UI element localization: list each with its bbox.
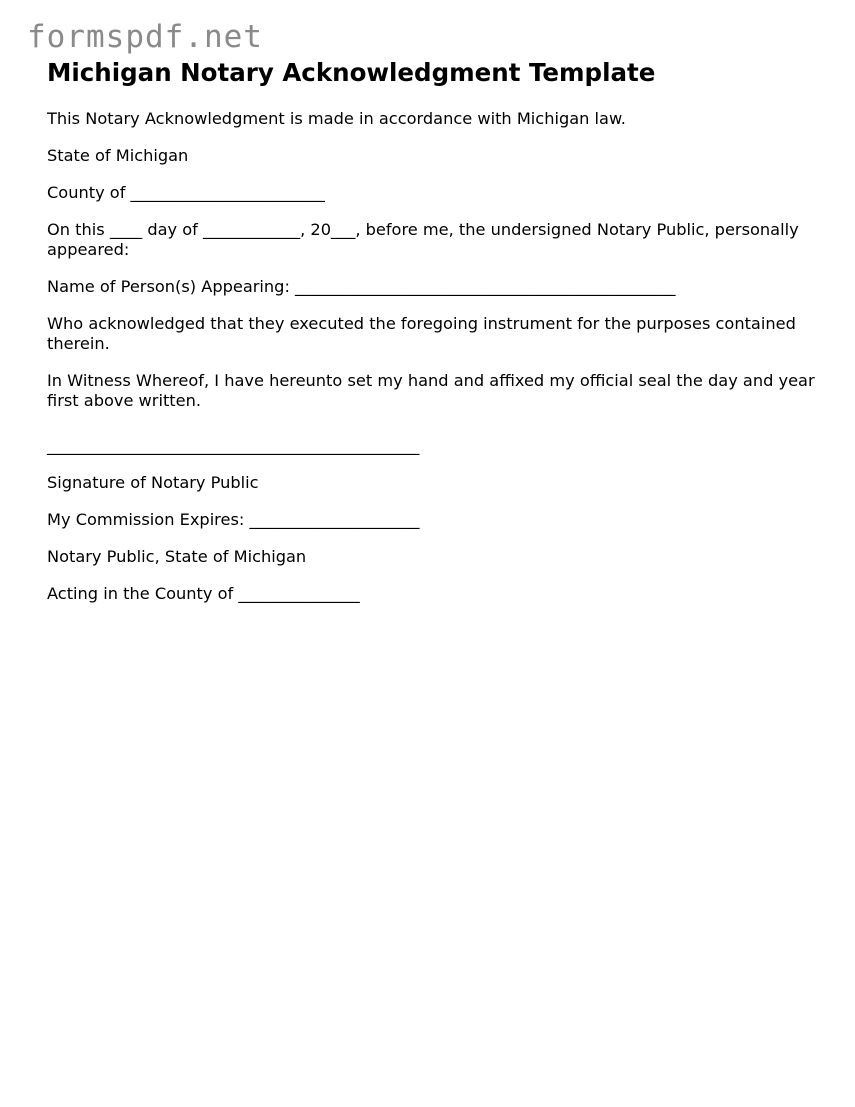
signature-line: ______________________________________________ xyxy=(47,436,420,455)
persons-appearing-field: Name of Person(s) Appearing: _______________________________________________ xyxy=(47,277,676,296)
signature-label: Signature of Notary Public xyxy=(47,473,259,492)
intro-paragraph: This Notary Acknowledgment is made in accordance with Michigan law. xyxy=(47,109,626,128)
state-line: State of Michigan xyxy=(47,146,189,165)
watermark-logo: formspdf.net xyxy=(27,19,263,55)
date-appearance-paragraph: On this ____ day of ____________, 20___, before me, the undersigned Notary Public, personally appeared: xyxy=(47,220,799,259)
county-field: County of ________________________ xyxy=(47,183,325,202)
document-body xyxy=(47,109,817,621)
witness-paragraph: In Witness Whereof, I have hereunto set my hand and affixed my official seal the day and year first above written. xyxy=(47,371,815,410)
document-title: Michigan Notary Acknowledgment Template xyxy=(47,58,656,87)
acknowledgment-paragraph: Who acknowledged that they executed the foregoing instrument for the purposes contained therein. xyxy=(47,314,796,353)
notary-state-line: Notary Public, State of Michigan xyxy=(47,547,307,566)
acting-county-field: Acting in the County of _______________ xyxy=(47,584,360,603)
commission-expires-field: My Commission Expires: _____________________ xyxy=(47,510,420,529)
